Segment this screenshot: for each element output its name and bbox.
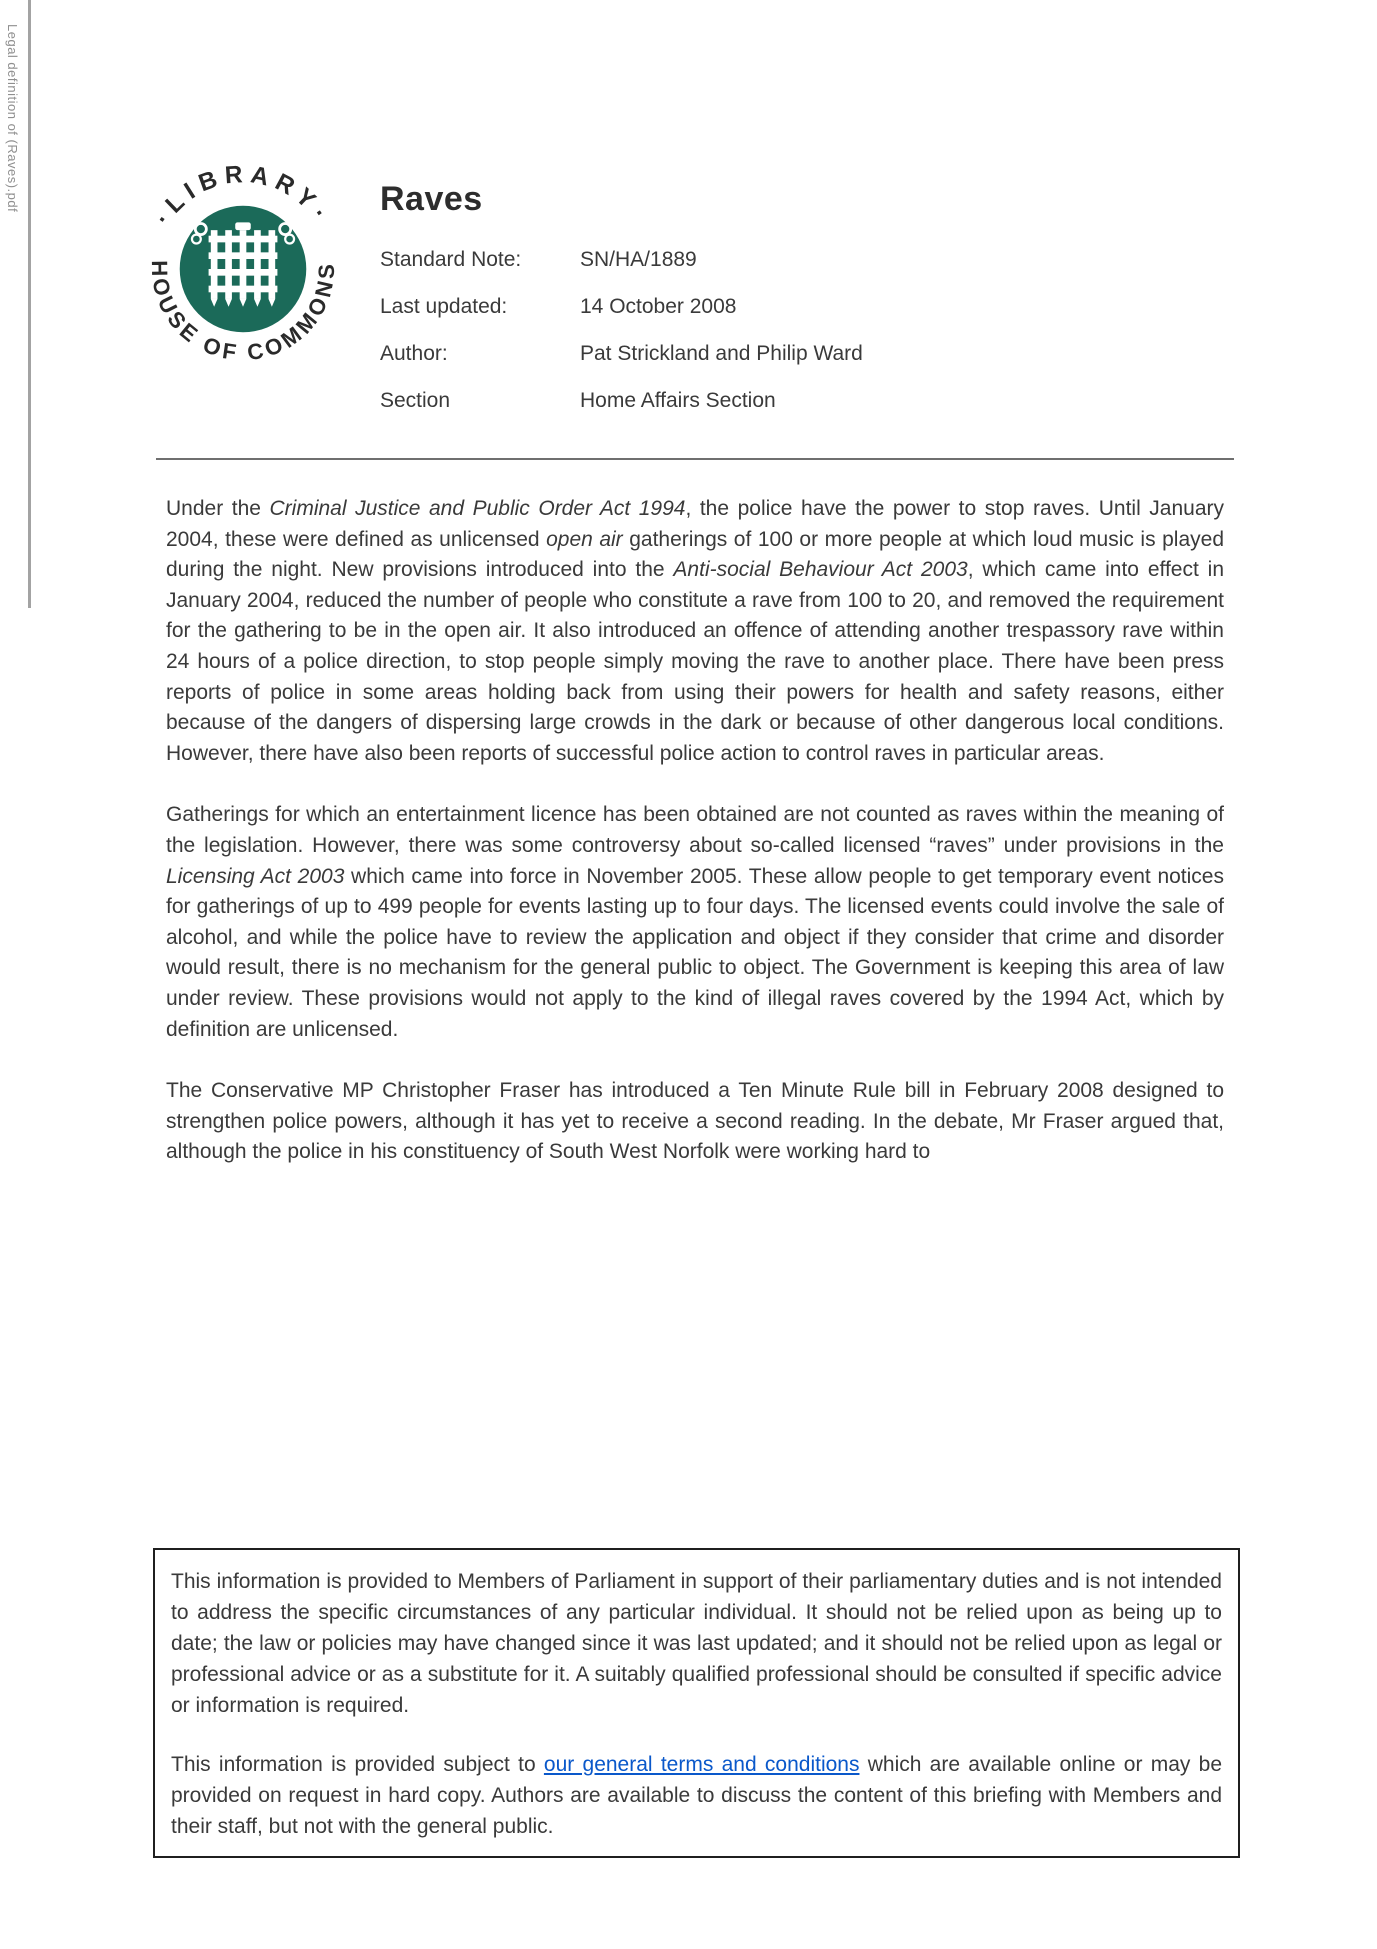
meta-row-standard-note — [380, 249, 863, 271]
italic-text-run: Anti-social Behaviour Act 2003 — [673, 558, 968, 582]
text-run: This information is provided to Members of Parliament in support of their parliamentary duties and is not intended to address the specific circumstances of any particular individual. It should not be relied upon as being up to date; the law or policies may have changed since it was last updated; and it should not be relied upon as legal or professional advice or as a substitute for it. A suitably qualified professional should be consulted if specific advice or information is required. — [171, 1570, 1222, 1717]
text-run: , which came into effect in January 2004, reduced the number of people who constitute a rave from 100 to 20, and removed the requirement for the gathering to be in the open air. It also introduced an offence of attending another trespassory rave within 24 hours of a police direction, to stop people simply moving the rave to another place. There have been press reports of police in some areas holding back from using their powers for health and safety reasons, either because of the dangers of dispersing large crowds in the dark or because of other dangerous local conditions. However, there have also been reports of successful police action to control raves in particular areas. — [166, 558, 1224, 765]
text-run: The Conservative MP Christopher Fraser has introduced a Ten Minute Rule bill in February 2008 designed to strengthen police powers, although it has yet to receive a second reading. In the debate, Mr Fraser argued that, although the police in his constituency of South West Norfolk were working hard to — [166, 1079, 1224, 1164]
sidebar-divider-line — [28, 0, 31, 608]
text-run: gatherings of 100 or more people at which loud music is played during the night. New provisions introduced into the — [166, 527, 1225, 582]
text-run: This information is provided subject to — [171, 1753, 544, 1776]
library-logo-seal — [132, 158, 354, 380]
meta-label: Standard Note: — [380, 248, 522, 271]
text-run: which are available online or may be provided on request in hard copy. Authors are available to discuss the content of this briefing with Members and their staff, but not with the general public. — [171, 1753, 1222, 1838]
text-run: , the police have the power to stop raves. Until January 2004, these were defined as unlicensed — [166, 497, 1224, 551]
terms-and-conditions-link[interactable]: our general terms and conditions — [543, 1753, 860, 1776]
meta-label: Section — [380, 389, 451, 413]
meta-row-author — [380, 343, 863, 365]
body-paragraph-2 — [166, 800, 1224, 1045]
text-run: Under the — [166, 497, 270, 520]
house-of-commons-library-logo — [132, 158, 354, 380]
meta-row-last-updated — [380, 296, 863, 318]
italic-text-run: Licensing Act 2003 — [166, 864, 345, 888]
meta-table — [380, 249, 863, 412]
meta-value: 14 October 2008 — [580, 295, 737, 319]
text-run: Gatherings for which an entertainment licence has been obtained are not counted as raves within the meaning of the legislation. However, there was some controversy about so-called licensed “raves” under provisions in the — [166, 803, 1224, 857]
meta-value: Pat Strickland and Philip Ward — [580, 342, 863, 366]
vertical-filename: Legal definition of (Raves).pdf — [5, 24, 20, 213]
disclaimer-paragraph-1 — [171, 1566, 1222, 1721]
body-paragraph-3 — [166, 1076, 1224, 1168]
meta-value: Home Affairs Section — [580, 389, 776, 413]
header-divider-rule — [156, 458, 1234, 460]
document-body — [166, 494, 1224, 1199]
disclaimer-box — [153, 1548, 1240, 1858]
meta-row-section — [380, 390, 863, 412]
italic-text-run: open air — [546, 527, 623, 551]
logo-arc-top-text: ·LIBRARY· — [149, 160, 337, 231]
italic-text-run: Criminal Justice and Public Order Act 1994 — [269, 497, 686, 520]
body-paragraph-1 — [166, 494, 1224, 769]
meta-value: SN/HA/1889 — [580, 248, 697, 271]
logo-arc-bottom-text: HOUSE OF COMMONS — [146, 260, 340, 366]
meta-label: Last updated: — [380, 295, 508, 319]
page-title: Raves — [380, 180, 483, 218]
document-header — [380, 180, 863, 437]
text-run: which came into force in November 2005. These allow people to get temporary event notices for gatherings of up to 499 people for events lasting up to four days. The licensed events could involve the sale of alcohol, and while the police have to review the application and object if they consider that crime and disorder would result, there is no mechanism for the general public to object. The Government is keeping this area of law under review. These provisions would not apply to the kind of illegal raves covered by the 1994 Act, which by definition are unlicensed. — [166, 864, 1224, 1041]
disclaimer-paragraph-2 — [171, 1749, 1222, 1842]
meta-label: Author: — [380, 342, 448, 366]
